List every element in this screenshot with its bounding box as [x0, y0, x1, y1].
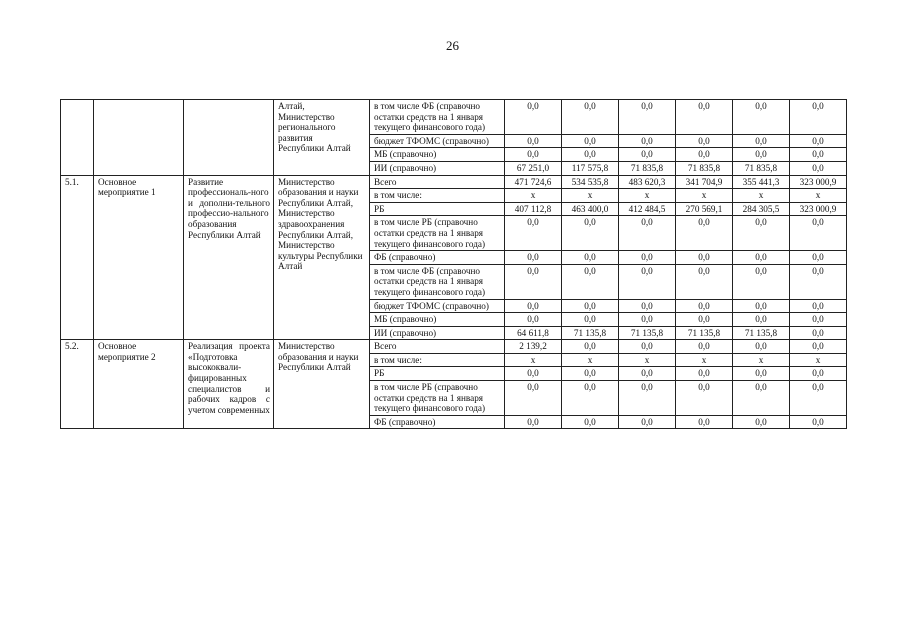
- value-cell: 0,0: [733, 313, 790, 327]
- funding-source: в том числе:: [370, 189, 505, 203]
- value-cell: 71 135,8: [619, 326, 676, 340]
- value-cell: х: [676, 353, 733, 367]
- value-cell: 71 835,8: [676, 161, 733, 175]
- value-cell: 0,0: [619, 134, 676, 148]
- value-cell: 0,0: [676, 313, 733, 327]
- value-cell: 0,0: [733, 100, 790, 135]
- value-cell: 64 611,8: [505, 326, 562, 340]
- value-cell: 0,0: [619, 415, 676, 429]
- value-cell: 0,0: [676, 299, 733, 313]
- value-cell: 0,0: [790, 381, 847, 416]
- value-cell: 0,0: [676, 415, 733, 429]
- funding-source: в том числе ФБ (справочно остатки средств на 1 января текущего финансового года): [370, 100, 505, 135]
- table-body: [61, 100, 847, 429]
- funding-source: ИИ (справочно): [370, 326, 505, 340]
- value-cell: 0,0: [733, 148, 790, 162]
- value-cell: 117 575,8: [562, 161, 619, 175]
- funding-source: ФБ (справочно): [370, 251, 505, 265]
- measure-title: Основное мероприятие 2: [94, 340, 184, 429]
- funding-source: МБ (справочно): [370, 313, 505, 327]
- measure-name: [184, 100, 274, 176]
- page-number: 26: [446, 38, 459, 53]
- funding-source: в том числе РБ (справочно остатки средств на 1 января текущего финансового года): [370, 216, 505, 251]
- value-cell: х: [505, 189, 562, 203]
- measure-name: Реализация проекта «Подготовка высококвали-фицированных специалистов и рабочих кадров с учетом современных: [184, 340, 274, 429]
- value-cell: 0,0: [733, 367, 790, 381]
- value-cell: 323 000,9: [790, 202, 847, 216]
- value-cell: 0,0: [505, 381, 562, 416]
- funding-source: ФБ (справочно): [370, 415, 505, 429]
- value-cell: 0,0: [790, 367, 847, 381]
- funding-source: МБ (справочно): [370, 148, 505, 162]
- table-row: [61, 100, 847, 135]
- value-cell: 0,0: [790, 340, 847, 354]
- value-cell: 0,0: [562, 313, 619, 327]
- value-cell: 0,0: [733, 264, 790, 299]
- value-cell: 407 112,8: [505, 202, 562, 216]
- value-cell: х: [790, 353, 847, 367]
- value-cell: 341 704,9: [676, 175, 733, 189]
- value-cell: 0,0: [562, 367, 619, 381]
- value-cell: 71 835,8: [733, 161, 790, 175]
- funding-source: в том числе ФБ (справочно остатки средств на 1 января текущего финансового года): [370, 264, 505, 299]
- value-cell: 0,0: [619, 340, 676, 354]
- value-cell: 0,0: [733, 216, 790, 251]
- value-cell: 463 400,0: [562, 202, 619, 216]
- measure-title: Основное мероприятие 1: [94, 175, 184, 340]
- value-cell: 0,0: [790, 326, 847, 340]
- funding-source: Всего: [370, 175, 505, 189]
- value-cell: 284 305,5: [733, 202, 790, 216]
- funding-source: бюджет ТФОМС (справочно): [370, 299, 505, 313]
- item-number: 5.1.: [61, 175, 94, 340]
- value-cell: 0,0: [505, 264, 562, 299]
- value-cell: 0,0: [790, 100, 847, 135]
- value-cell: 323 000,9: [790, 175, 847, 189]
- value-cell: 0,0: [505, 367, 562, 381]
- value-cell: 0,0: [733, 340, 790, 354]
- funding-source: РБ: [370, 202, 505, 216]
- value-cell: 0,0: [505, 148, 562, 162]
- value-cell: 0,0: [790, 134, 847, 148]
- budget-table: [60, 99, 847, 429]
- value-cell: 0,0: [619, 381, 676, 416]
- item-number: [61, 100, 94, 176]
- funding-source: бюджет ТФОМС (справочно): [370, 134, 505, 148]
- funding-source: в том числе РБ (справочно остатки средств на 1 января текущего финансового года): [370, 381, 505, 416]
- value-cell: 0,0: [733, 415, 790, 429]
- executors: Министерство образования и науки Республики Алтай: [274, 340, 370, 429]
- value-cell: 0,0: [676, 148, 733, 162]
- value-cell: 0,0: [676, 367, 733, 381]
- value-cell: 2 139,2: [505, 340, 562, 354]
- value-cell: 0,0: [790, 415, 847, 429]
- value-cell: 0,0: [619, 264, 676, 299]
- value-cell: 270 569,1: [676, 202, 733, 216]
- value-cell: 0,0: [676, 340, 733, 354]
- table-row: [61, 340, 847, 354]
- value-cell: 0,0: [790, 161, 847, 175]
- value-cell: 0,0: [619, 216, 676, 251]
- value-cell: 0,0: [562, 134, 619, 148]
- value-cell: х: [562, 189, 619, 203]
- value-cell: 483 620,3: [619, 175, 676, 189]
- value-cell: 71 135,8: [676, 326, 733, 340]
- funding-source: РБ: [370, 367, 505, 381]
- funding-source: Всего: [370, 340, 505, 354]
- value-cell: 0,0: [505, 299, 562, 313]
- executors: Министерство образования и науки Республики Алтай, Министерство здравоохранения Республики Алтай, Министерство культуры Республики Алтай: [274, 175, 370, 340]
- value-cell: 0,0: [619, 367, 676, 381]
- value-cell: 0,0: [790, 216, 847, 251]
- value-cell: х: [619, 353, 676, 367]
- value-cell: 0,0: [505, 100, 562, 135]
- value-cell: х: [733, 189, 790, 203]
- value-cell: 0,0: [733, 251, 790, 265]
- value-cell: 0,0: [676, 216, 733, 251]
- executors: Алтай, Министерство регионального развития Республики Алтай: [274, 100, 370, 176]
- value-cell: 471 724,6: [505, 175, 562, 189]
- measure-name: Развитие профессиональ-ного и дополни-тельного профессио-нального образования Республики Алтай: [184, 175, 274, 340]
- value-cell: 0,0: [562, 340, 619, 354]
- value-cell: х: [562, 353, 619, 367]
- value-cell: 0,0: [562, 251, 619, 265]
- value-cell: 0,0: [676, 264, 733, 299]
- funding-source: ИИ (справочно): [370, 161, 505, 175]
- value-cell: х: [733, 353, 790, 367]
- value-cell: 412 484,5: [619, 202, 676, 216]
- item-number: 5.2.: [61, 340, 94, 429]
- value-cell: 0,0: [790, 148, 847, 162]
- value-cell: 0,0: [562, 381, 619, 416]
- value-cell: 0,0: [676, 251, 733, 265]
- value-cell: 0,0: [619, 148, 676, 162]
- value-cell: 0,0: [505, 216, 562, 251]
- value-cell: 534 535,8: [562, 175, 619, 189]
- value-cell: х: [676, 189, 733, 203]
- value-cell: 0,0: [676, 134, 733, 148]
- value-cell: 0,0: [733, 381, 790, 416]
- table-row: [61, 175, 847, 189]
- value-cell: 355 441,3: [733, 175, 790, 189]
- value-cell: 0,0: [790, 264, 847, 299]
- value-cell: 71 135,8: [733, 326, 790, 340]
- value-cell: 0,0: [562, 216, 619, 251]
- value-cell: 0,0: [733, 299, 790, 313]
- value-cell: 71 135,8: [562, 326, 619, 340]
- value-cell: 0,0: [790, 299, 847, 313]
- value-cell: х: [619, 189, 676, 203]
- funding-source: в том числе:: [370, 353, 505, 367]
- value-cell: 0,0: [562, 299, 619, 313]
- value-cell: 0,0: [562, 264, 619, 299]
- value-cell: 0,0: [619, 100, 676, 135]
- value-cell: 0,0: [619, 299, 676, 313]
- value-cell: 0,0: [619, 251, 676, 265]
- value-cell: 71 835,8: [619, 161, 676, 175]
- value-cell: 67 251,0: [505, 161, 562, 175]
- value-cell: 0,0: [562, 148, 619, 162]
- value-cell: х: [505, 353, 562, 367]
- value-cell: 0,0: [505, 313, 562, 327]
- value-cell: 0,0: [733, 134, 790, 148]
- value-cell: 0,0: [790, 251, 847, 265]
- value-cell: 0,0: [676, 100, 733, 135]
- value-cell: х: [790, 189, 847, 203]
- value-cell: 0,0: [505, 415, 562, 429]
- measure-title: [94, 100, 184, 176]
- value-cell: 0,0: [790, 313, 847, 327]
- value-cell: 0,0: [676, 381, 733, 416]
- value-cell: 0,0: [562, 415, 619, 429]
- value-cell: 0,0: [562, 100, 619, 135]
- value-cell: 0,0: [505, 134, 562, 148]
- value-cell: 0,0: [619, 313, 676, 327]
- value-cell: 0,0: [505, 251, 562, 265]
